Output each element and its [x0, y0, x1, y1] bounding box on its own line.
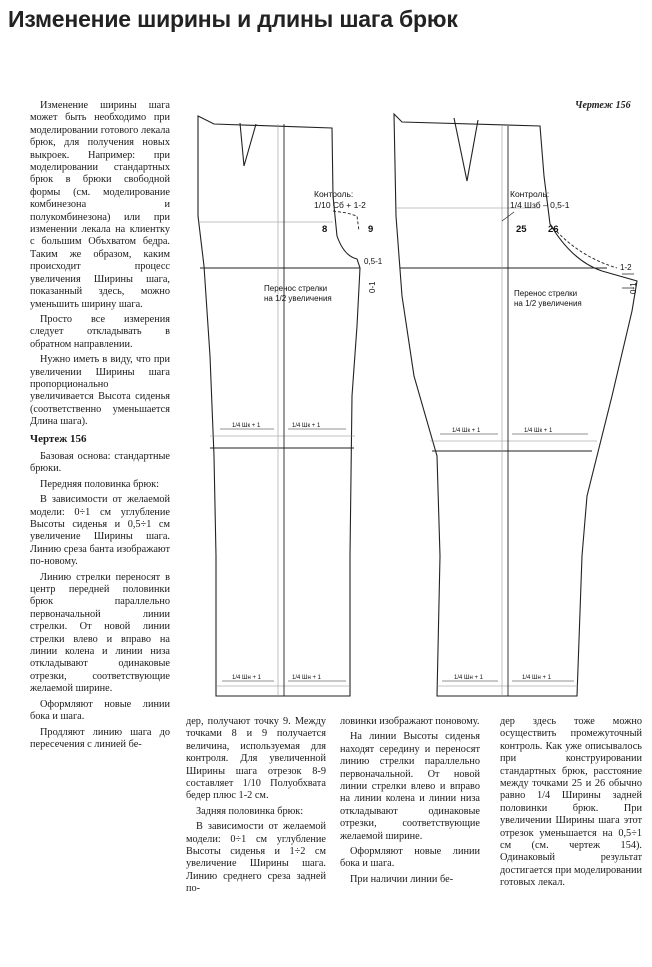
- front-note-line-2: на 1/2 увеличения: [264, 294, 332, 303]
- text-column-4: [500, 716, 642, 893]
- intro-column: [30, 100, 170, 754]
- back-knee-right: 1/4 Шк + 1: [524, 428, 553, 434]
- back-hem-right: 1/4 Шн + 1: [522, 675, 551, 681]
- back-knee-left: 1/4 Шк + 1: [452, 428, 481, 434]
- pattern-drawing: [192, 96, 646, 716]
- section-paragraph-4: Линию стрелки переносят в центр передней половинки брюк параллельно первоначальной линии стрелки. От новой линии стрелки влево и вправо на линии колена и линии низа откладывают одинаковые отрезки, соответствующие желаемой ширине.: [30, 571, 170, 695]
- front-hem-right: 1/4 Шн + 1: [292, 675, 321, 681]
- section-paragraph-3: В зависимости от желаемой модели: 0÷1 см углубление Высоты сиденья и 0,5÷1 см увеличение Ширины шага. Линию среза банта изображают по-новому.: [30, 494, 170, 568]
- front-note-line-1: Перенос стрелки: [264, 284, 328, 293]
- back-note-line-2: на 1/2 увеличения: [514, 299, 582, 308]
- col2-paragraph-2: Задняя половинка брюк:: [196, 805, 304, 817]
- section-paragraph-1: Базовая основа: стандартные брюки.: [30, 450, 170, 475]
- section-heading: Чертеж 156: [30, 432, 87, 445]
- intro-paragraph-2: Просто все измерения следует откладывать в обратном направлении.: [30, 313, 170, 350]
- col2-paragraph-1: дер, получают точку 9. Между точками 8 и 9 получается величина, используемая для контроля. Для увеличенной Ширины шага отрезок 8-9 составляет 1/10 Полуобхвата бедер плюс 1-2 см.: [186, 716, 326, 802]
- front-dim-b: 0-1: [368, 281, 377, 293]
- col4-paragraph-1: дер здесь тоже можно осуществить промежуточный контроль. Как уже описывалось при конструировании стандартных брюк, расстояние между точками 25 и 26 обычно равно 1/4 Ширины задней половинки брюк. При увеличении Ширины шага этот отрезок уменьшается на 0,5÷1 см (см. чертеж 154). Одинаковый результат достигается при моделировании готовых лекал.: [500, 716, 642, 889]
- section-paragraph-6: Продляют линию шага до пересечения с линией бе-: [30, 726, 170, 750]
- front-dim-a: 0,5-1: [364, 257, 383, 266]
- intro-paragraph-1: Изменение ширины шага может быть необходимо при моделировании готового лекала брюк, для получения новых выкроек. Например: при моделировании стандартных брюк в брюки свободной формы (см. моделирование комбинезона и полукомбинезона) или при изменении лекала на клиентку с большим Объхватом бедра. Таким же образом, каким происходит процесс увеличения Ширины шага, показанный здесь, можно уменьшить ширину шага.: [30, 100, 170, 310]
- section-paragraph-5: Оформляют новые линии бока и шага.: [30, 698, 170, 723]
- front-knee-left: 1/4 Шк + 1: [232, 423, 261, 429]
- text-column-2: [186, 716, 326, 899]
- col3-paragraph-2: На линии Высоты сиденья находят середину и переносят линию стрелки параллельно первоначальной. От новой линии стрелки влево и вправо на линии колена и линии низа откладывают одинаковые отрезки, соответствующие желаемой ширине.: [340, 731, 480, 842]
- point-8-label: 8: [322, 224, 328, 235]
- front-knee-right: 1/4 Шк + 1: [292, 423, 321, 429]
- front-control-formula: 1/10 Сб + 1-2: [314, 200, 366, 210]
- point-26-label: 26: [548, 224, 559, 235]
- col3-paragraph-1: ловинки изображают поновому.: [340, 716, 480, 727]
- intro-paragraph-3: Нужно иметь в виду, что при увеличении Ширины шага пропорционально увеличивается Высота сиденья (соответственно уменьшается Длина шага).: [30, 354, 170, 428]
- front-hem-left: 1/4 Шн + 1: [232, 675, 261, 681]
- front-control-label: Контроль:: [314, 189, 354, 199]
- back-dim-b: 0-1: [629, 282, 638, 294]
- back-hem-left: 1/4 Шн + 1: [454, 675, 483, 681]
- col3-paragraph-3: Оформляют новые линии бока и шага.: [340, 846, 480, 870]
- back-dim-a: 1-2: [620, 263, 632, 272]
- text-column-3: [340, 716, 480, 889]
- point-9-label: 9: [368, 224, 374, 235]
- point-25-label: 25: [516, 224, 527, 235]
- back-note-line-1: Перенос стрелки: [514, 289, 578, 298]
- col3-paragraph-4: При наличии линии бе-: [350, 873, 454, 885]
- back-control-formula: 1/4 Шзб – 0,5-1: [510, 200, 570, 210]
- col2-paragraph-3: В зависимости от желаемой модели: 0÷1 см углубление Высоты сиденья и 1÷2 см увеличение Ширины шага. Линию среднего среза задней по-: [186, 821, 326, 895]
- section-paragraph-2: Передняя половинка брюк:: [40, 478, 160, 490]
- page-title: Изменение ширины и длины шага брюк: [8, 6, 458, 32]
- drawing-caption: Чертеж 156: [575, 100, 631, 111]
- back-control-label: Контроль:: [510, 189, 550, 199]
